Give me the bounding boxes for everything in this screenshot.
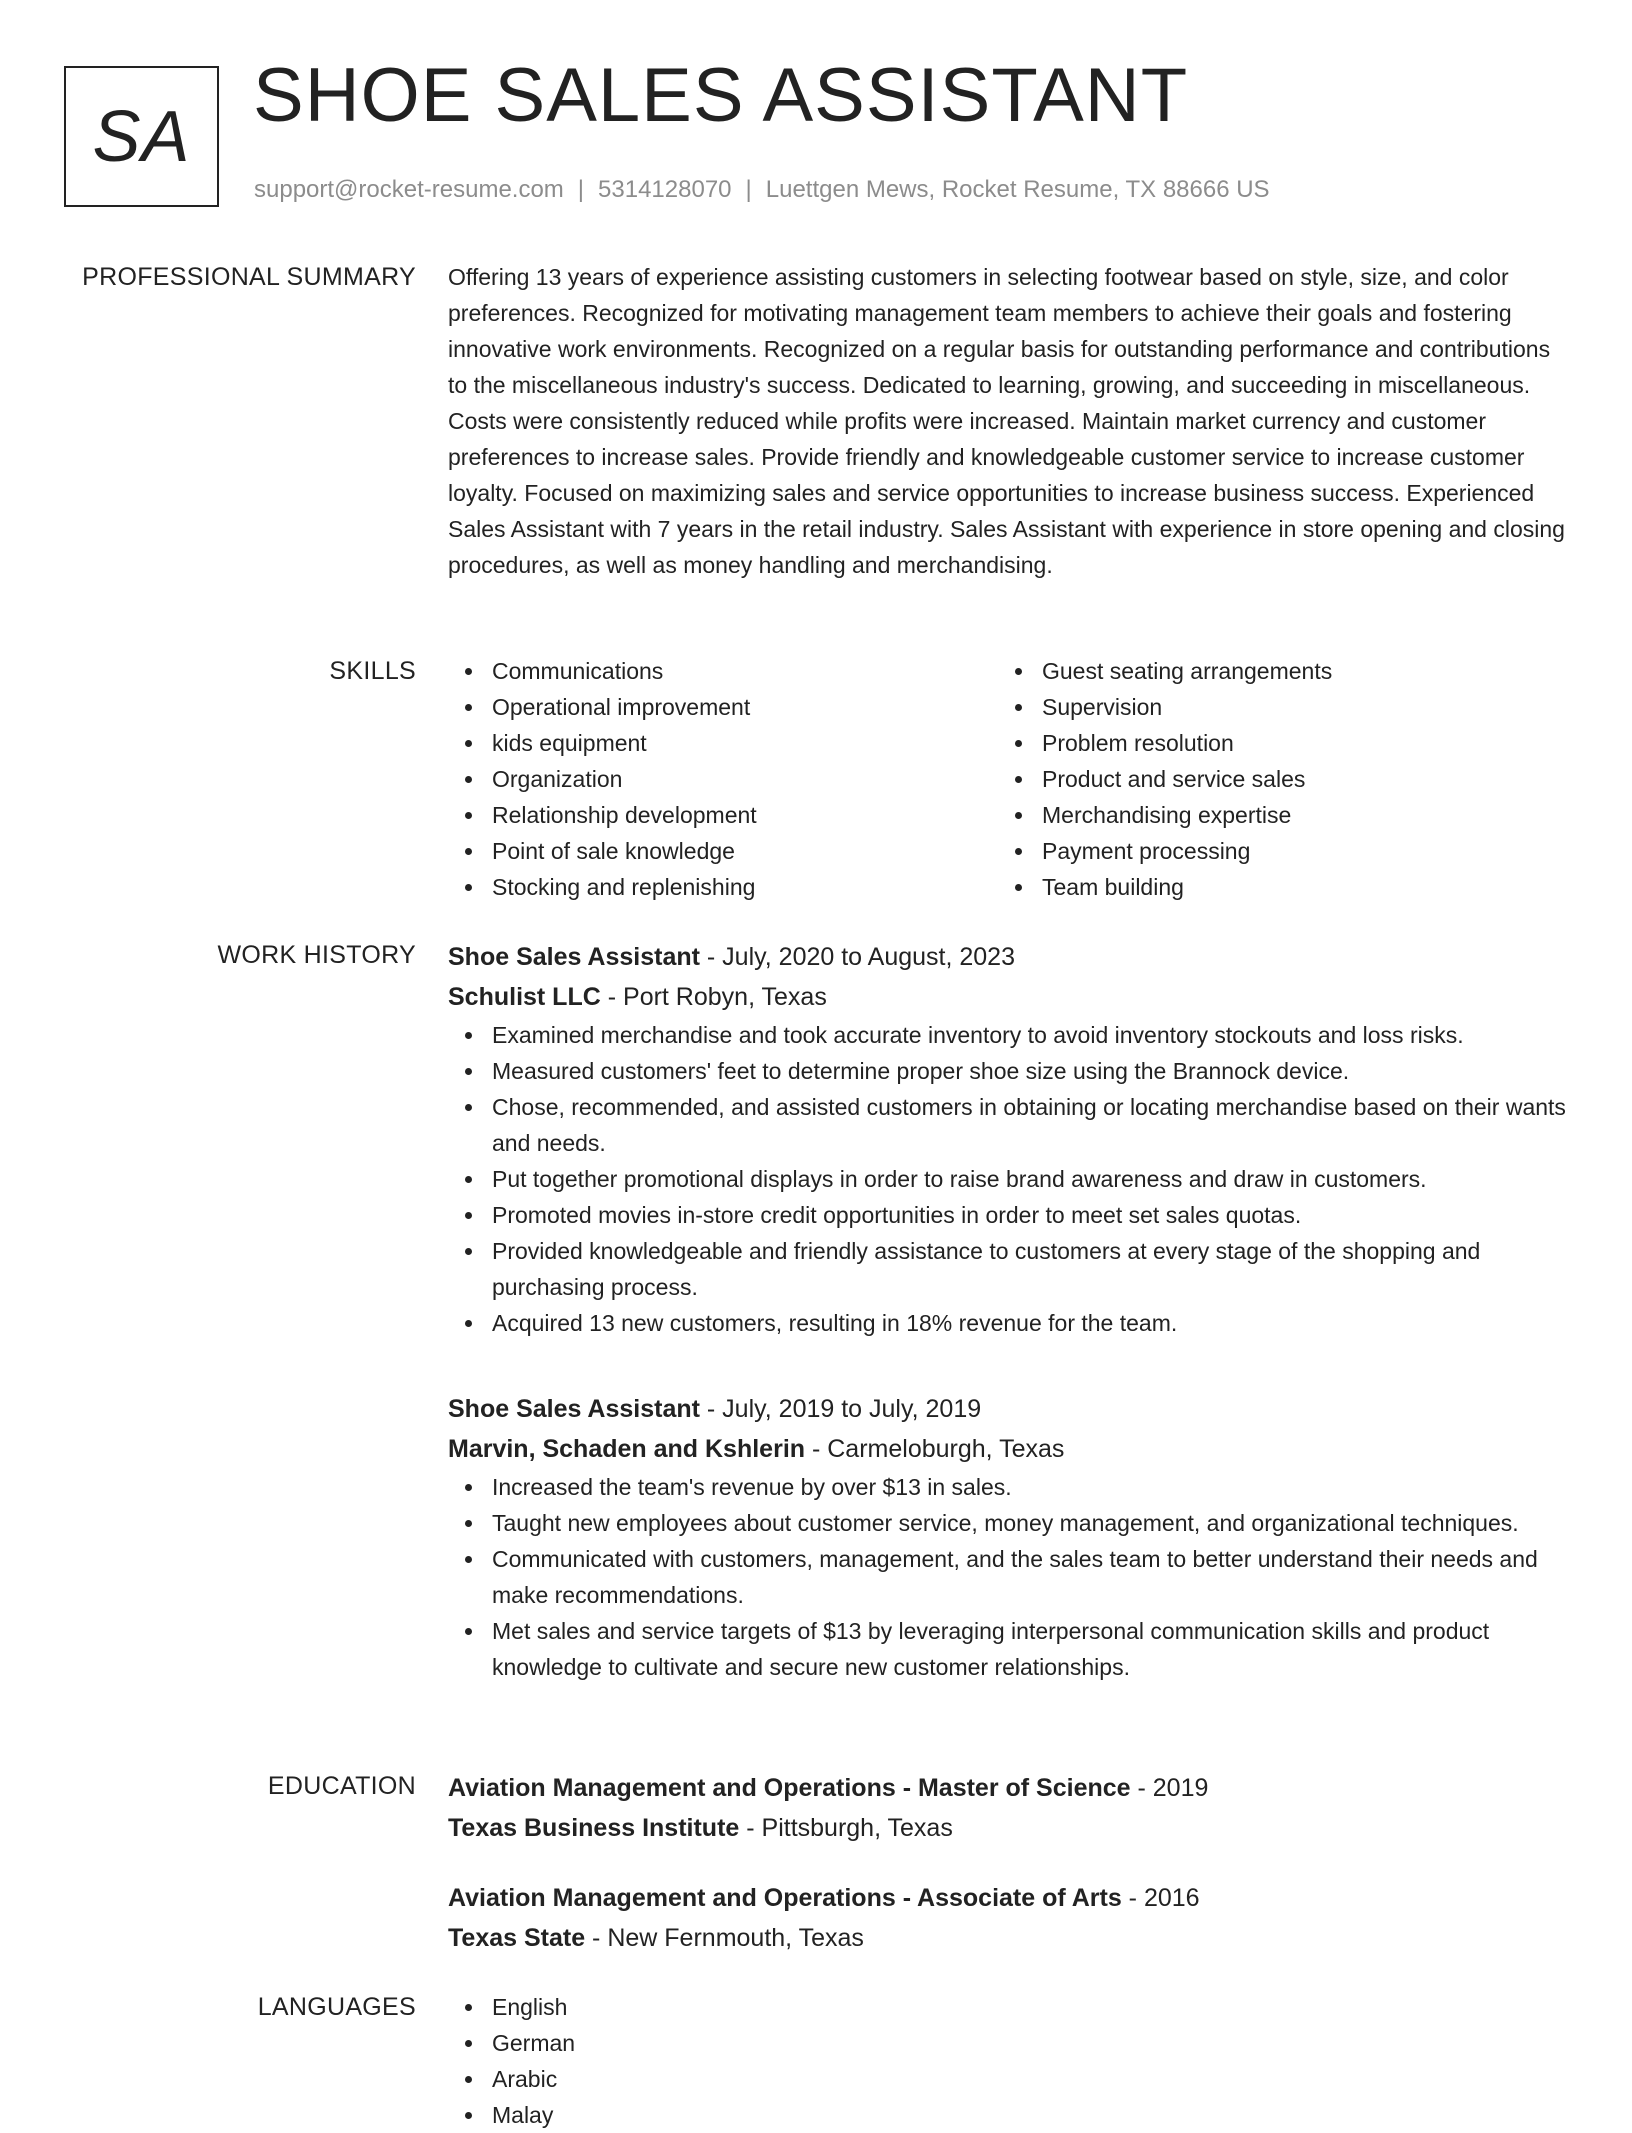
job-duty-item: Put together promotional displays in order to raise brand awareness and draw in customers. bbox=[492, 1161, 1568, 1197]
section-heading: EDUCATION bbox=[267, 1772, 416, 1800]
job-dates: - July, 2020 to August, 2023 bbox=[699, 943, 1015, 971]
job-title-line bbox=[448, 937, 1568, 977]
section-heading: WORK HISTORY bbox=[217, 941, 416, 969]
contact-separator: | bbox=[577, 176, 585, 203]
summary-body bbox=[448, 259, 1568, 583]
section-heading: LANGUAGES bbox=[257, 1993, 416, 2021]
email-text: support@rocket-resume.com bbox=[254, 176, 564, 203]
skill-item: Guest seating arrangements bbox=[1042, 653, 1548, 689]
degree-line bbox=[448, 1768, 1568, 1808]
job-duty-item: Taught new employees about customer service, money management, and organizational techniques. bbox=[492, 1505, 1568, 1541]
monogram-box bbox=[64, 66, 219, 207]
skills-list-left bbox=[448, 653, 998, 905]
school-location: - New Fernmouth, Texas bbox=[585, 1924, 864, 1952]
school-name: Texas Business Institute bbox=[448, 1814, 740, 1842]
address-text: Luettgen Mews, Rocket Resume, TX 88666 US bbox=[765, 176, 1270, 203]
job-dates: - July, 2019 to July, 2019 bbox=[699, 1395, 982, 1423]
job-company-line bbox=[448, 977, 1568, 1017]
job-duties-list bbox=[448, 1017, 1568, 1341]
skills-body bbox=[448, 653, 1568, 905]
phone-text: 5314128070 bbox=[598, 176, 732, 203]
job-duty-item: Promoted movies in-store credit opportunities in order to meet set sales quotas. bbox=[492, 1197, 1568, 1233]
job-company: Schulist LLC bbox=[448, 983, 601, 1011]
job-duty-item: Increased the team's revenue by over $13 in sales. bbox=[492, 1469, 1568, 1505]
job-duty-item: Acquired 13 new customers, resulting in 18% revenue for the team. bbox=[492, 1305, 1568, 1341]
job-company-line bbox=[448, 1429, 1568, 1469]
section-heading: SKILLS bbox=[329, 657, 416, 685]
skill-item: Problem resolution bbox=[1042, 725, 1548, 761]
skill-item: Organization bbox=[492, 761, 998, 797]
skill-item: Communications bbox=[492, 653, 998, 689]
language-item: German bbox=[492, 2025, 1568, 2061]
skill-item: Merchandising expertise bbox=[1042, 797, 1548, 833]
skill-item: Team building bbox=[1042, 869, 1548, 905]
job-company: Marvin, Schaden and Kshlerin bbox=[448, 1435, 806, 1463]
job-duty-item: Measured customers' feet to determine proper shoe size using the Brannock device. bbox=[492, 1053, 1568, 1089]
job-duty-item: Chose, recommended, and assisted customers in obtaining or locating merchandise based on their wants and needs. bbox=[492, 1089, 1568, 1161]
job-location: - Carmeloburgh, Texas bbox=[805, 1435, 1065, 1463]
work-history-body bbox=[448, 1389, 1568, 1685]
job-title-line bbox=[448, 1389, 1568, 1429]
summary-text: Offering 13 years of experience assisting customers in selecting footwear based on style, size, and color preferences. Recognized for motivating management team members to achieve their goals and fostering innovative work environments. Recognized on a regular basis for outstanding performance and contributions to the miscellaneous industry's success. Dedicated to learning, growing, and succeeding in miscellaneous. Costs were consistently reduced while profits were increased. Maintain market currency and customer preferences to increase sales. Provide friendly and knowledgeable customer service to increase customer loyalty. Focused on maximizing sales and service opportunities to increase business success. Experienced Sales Assistant with 7 years in the retail industry. Sales Assistant with experience in store opening and closing procedures, as well as money handling and merchandising. bbox=[448, 264, 1565, 578]
job-title: Shoe Sales Assistant bbox=[448, 1395, 700, 1423]
degree-line bbox=[448, 1878, 1568, 1918]
language-item: Malay bbox=[492, 2097, 1568, 2133]
job-duty-item: Provided knowledgeable and friendly assistance to customers at every stage of the shopping and purchasing process. bbox=[492, 1233, 1568, 1305]
school-name: Texas State bbox=[448, 1924, 586, 1952]
school-location: - Pittsburgh, Texas bbox=[739, 1814, 953, 1842]
skills-list-right bbox=[998, 653, 1548, 905]
skill-item: Operational improvement bbox=[492, 689, 998, 725]
degree-name: Aviation Management and Operations - Associate of Arts bbox=[448, 1884, 1122, 1912]
skill-item: Relationship development bbox=[492, 797, 998, 833]
skill-item: Stocking and replenishing bbox=[492, 869, 998, 905]
school-line bbox=[448, 1918, 1568, 1958]
job-location: - Port Robyn, Texas bbox=[600, 983, 827, 1011]
job-duty-item: Examined merchandise and took accurate inventory to avoid inventory stockouts and loss risks. bbox=[492, 1017, 1568, 1053]
job-entry bbox=[448, 937, 1568, 1341]
skill-item: Point of sale knowledge bbox=[492, 833, 998, 869]
job-entry bbox=[448, 1389, 1568, 1685]
skill-item: Product and service sales bbox=[1042, 761, 1548, 797]
work-history-body bbox=[448, 937, 1568, 1341]
languages-body bbox=[448, 1989, 1568, 2133]
education-body bbox=[448, 1768, 1568, 1848]
page-title: SHOE SALES ASSISTANT bbox=[253, 53, 1189, 138]
degree-year: - 2016 bbox=[1121, 1884, 1200, 1912]
school-line bbox=[448, 1808, 1568, 1848]
job-duties-list bbox=[448, 1469, 1568, 1685]
language-item: English bbox=[492, 1989, 1568, 2025]
languages-list bbox=[448, 1989, 1568, 2133]
contact-separator: | bbox=[745, 176, 752, 203]
job-duty-item: Met sales and service targets of $13 by leveraging interpersonal communication skills and product knowledge to cultivate and secure new customer relationships. bbox=[492, 1613, 1568, 1685]
skill-item: Supervision bbox=[1042, 689, 1548, 725]
job-duty-item: Communicated with customers, management, and the sales team to better understand their needs and make recommendations. bbox=[492, 1541, 1568, 1613]
language-item: Arabic bbox=[492, 2061, 1568, 2097]
education-body bbox=[448, 1878, 1568, 1958]
degree-year: - 2019 bbox=[1130, 1774, 1209, 1802]
skill-item: kids equipment bbox=[492, 725, 998, 761]
skill-item: Payment processing bbox=[1042, 833, 1548, 869]
section-heading: PROFESSIONAL SUMMARY bbox=[82, 263, 416, 291]
monogram-initials: SA bbox=[92, 96, 191, 177]
contact-line bbox=[254, 176, 1270, 205]
job-title: Shoe Sales Assistant bbox=[448, 943, 700, 971]
degree-name: Aviation Management and Operations - Master of Science bbox=[448, 1774, 1131, 1802]
